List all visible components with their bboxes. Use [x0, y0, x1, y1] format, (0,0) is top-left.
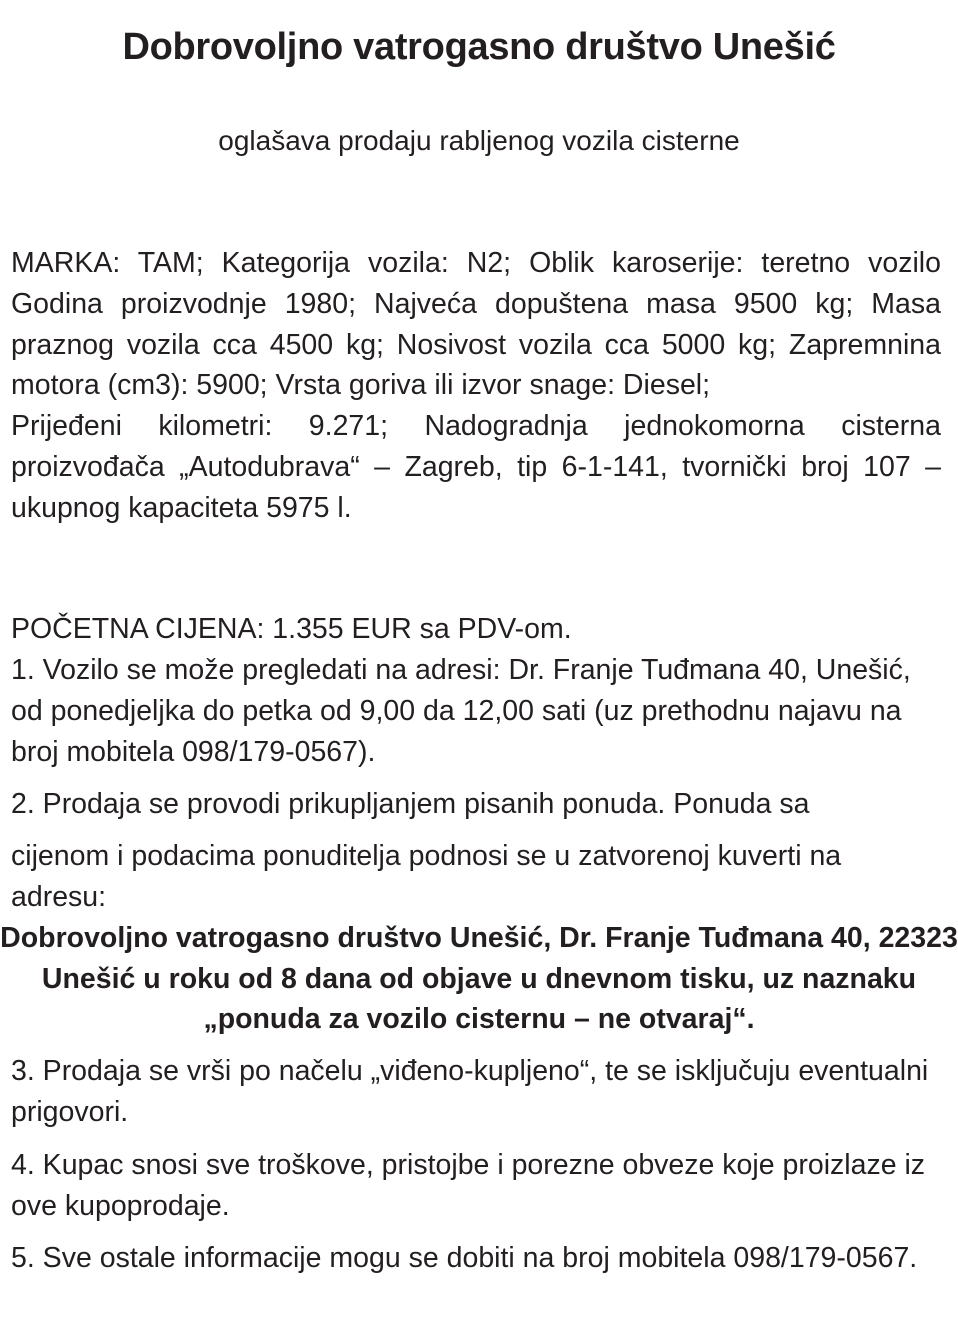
vehicle-specification: [11, 243, 941, 529]
notice-subtitle: oglašava prodaju rabljenog vozila cisterne: [218, 125, 740, 156]
notice-title: Dobrovoljno vatrogasno društvo Unešić: [122, 26, 836, 68]
condition-item-5: 5. Sve ostale informacije mogu se dobiti na broj mobitela 098/179-0567.: [11, 1242, 918, 1274]
condition-item-3: 3. Prodaja se vrši po načelu „viđeno-kupljeno“, te se isključuju eventualni prigovori.: [11, 1055, 929, 1128]
condition-item-2-line-1: 2. Prodaja se provodi prikupljanjem pisanih ponuda. Ponuda sa: [11, 788, 810, 820]
vehicle-spec-part-1: MARKA: TAM; Kategorija vozila: N2; Oblik karoserije: teretno vozilo Godina proizvodnje 1980; Najveća dopuštena masa 9500 kg; Masa praznog vozila cca 4500 kg; Nosivost vozila cca 5000 kg; Zapremnina motora (cm3): 5900; Vrsta goriva ili izvor snage: Diesel;: [11, 247, 941, 402]
condition-item-2-line-2: cijenom i podacima ponuditelja podnosi se u zatvorenoj kuverti na adresu:: [11, 840, 842, 913]
starting-price: POČETNA CIJENA: 1.355 EUR sa PDV-om.: [11, 613, 572, 645]
submission-address: Dobrovoljno vatrogasno društvo Unešić, Dr. Franje Tuđmana 40, 22323 Unešić u roku od 8 dana od objave u dnevnom tisku, uz naznaku „ponuda za vozilo cisternu – ne otvaraj“.: [0, 922, 958, 1035]
condition-item-1: 1. Vozilo se može pregledati na adresi: Dr. Franje Tuđmana 40, Unešić, od ponedjeljka do petka od 9,00 da 12,00 sati (uz prethodnu najavu na broj mobitela 098/179-0567).: [11, 654, 911, 768]
vehicle-spec-part-2: Prijeđeni kilometri: 9.271; Nadogradnja jednokomorna cisterna proizvođača „Autodubrava“ – Zagreb, tip 6-1-141, tvornički broj 107 – ukupnog kapaciteta 5975 l.: [11, 410, 941, 524]
condition-item-4: 4. Kupac snosi sve troškove, pristojbe i porezne obveze koje proizlaze iz ove kupoprodaje.: [11, 1149, 926, 1222]
